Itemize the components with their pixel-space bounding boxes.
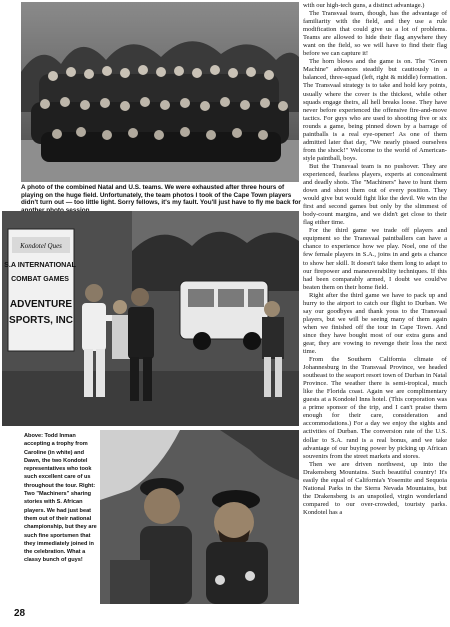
two-players-photo xyxy=(100,430,299,604)
banner-sports-text: SPORTS, INC xyxy=(9,315,73,326)
page-number: 28 xyxy=(14,608,26,619)
banner-adventure-text: ADVENTURE xyxy=(9,299,73,310)
team-photo-caption: A photo of the combined Natal and U.S. teams. We were exhausted after three hours of playing on the huge field. Unfortunately, the team photos I took of the Cape Town players didn't turn out — too little light. Sorry fellows, it's my fault. You'll just have to fly me back for xyxy=(21,184,301,207)
team-group-photo xyxy=(21,2,299,182)
article-text-column xyxy=(303,2,447,517)
article-paragraph: with our high-tech guns, a distinct advantage.) xyxy=(303,2,425,9)
banner-international-text: S.A INTERNATIONAL xyxy=(4,260,76,269)
article-paragraph: Then we are driven northwest, up into the Drakensberg Mountains. Such beautiful country! It's easily the equal of California's Yosemite and Sequoia National Parks in the Sierra Nevada Mountains, but the Drakensberg is an unspoiled, virgin wonderland compared to our over-crowded, touristy parks. Kondotel has a xyxy=(303,460,447,516)
article-paragraph: The horn blows and the game is on. The "Green Machine" advances steadily but cautiously in a balanced, three-squad (left, right & middle) formation. The Transvaal strategy is to take and hold key points, usually where the cover is the thickest, while other squads engage theirs, all hell breaks loose. They have never before experienced the offensive fire-and-move tactics. For guys who are used to shooting five or six rounds a game, being pinned down by a barrage of paintballs is a real eye-opener! As one of them admitted later that day, "We nearly pissed ourselves from the shock!" Welcome to the world of American-style paintball, boys. xyxy=(303,58,447,162)
team-group-photo-art xyxy=(21,2,299,182)
article-paragraph: Right after the third game we have to pack up and hurry to the airport to catch our flight to Durban. We say our goodbyes and thank yous to the Transvaal players, but we will be seeing many of them again when we finished off the tour in Cape Town. And since they have bought most of our extra guns and gear, they are vowing to revenge their loss the next time. xyxy=(303,291,447,356)
banner-sponsor-text: Kondotel Ques xyxy=(20,242,62,250)
banner-combat-games-text: COMBAT GAMES xyxy=(11,276,69,283)
article-paragraph: The Transvaal team, though, has the advantage of familiarity with the field, and they use a rule modification that could give us a lot of problems. Teams are allowed to hide their flag anywhere they want on the field, so we will have to find their flag before we can capture it! xyxy=(303,10,447,58)
trophy-handshake-photo xyxy=(2,211,299,426)
article-paragraph: But the Transvaal team is no pushover. They are experienced, fearless players, experts at concealment and deadly shots. The "Machiners" have to hunt them down and shoot them out of every position. They would give but would fight like the devil. We win the first and second games but only by the slimmest of body-count margins, and we didn't get close to their flag either time. xyxy=(303,162,447,227)
trophy-side-caption: Above: Todd Inman accepting a trophy from Caroline (in white) and Dawn, the two Kondotel representatives who took such excellent care of us throughout the tour. Right: Two "Machiners" sharing stories with S. African players. We had just beat them out of their national championship, but they are such fine sportsmen that they immediately joined in the celebration. What a classy bunch of guys! xyxy=(24,433,97,564)
two-players-photo-art xyxy=(100,430,299,604)
article-paragraph: For the third game we trade off players and equipment so the Transvaal paintballers can have a chance to experience how we play. Noel, one of the few female players in S.A., joins in and gets a chance to show her skill. It doesn't take them long to adapt to our firepower and maneuverability techniques. If this had been comparably armed, I doubt we could've beaten them on their home field. xyxy=(303,227,447,291)
trophy-handshake-photo-art xyxy=(2,211,299,426)
article-paragraph: From the Southern California climate of Johannesburg in the Transvaal Province, we headed southeast to the seaport resort town of Durban in Natal Province. The weather there is semi-tropical, much like the Florida coast. Again we are complimentary guests at a Kondotel Inns hotel. (This corporation was a prime sponsor of the trip, and I can't praise them enough for their care, consideration and accommodations.) For a day we enjoy the sights and activities of Durban. The conversion rate of the U.S. dollar to S.A. rand is a real bonus, and we take advantage of our buying power by picking up African souvenirs from the street markets and stores. xyxy=(303,356,447,460)
